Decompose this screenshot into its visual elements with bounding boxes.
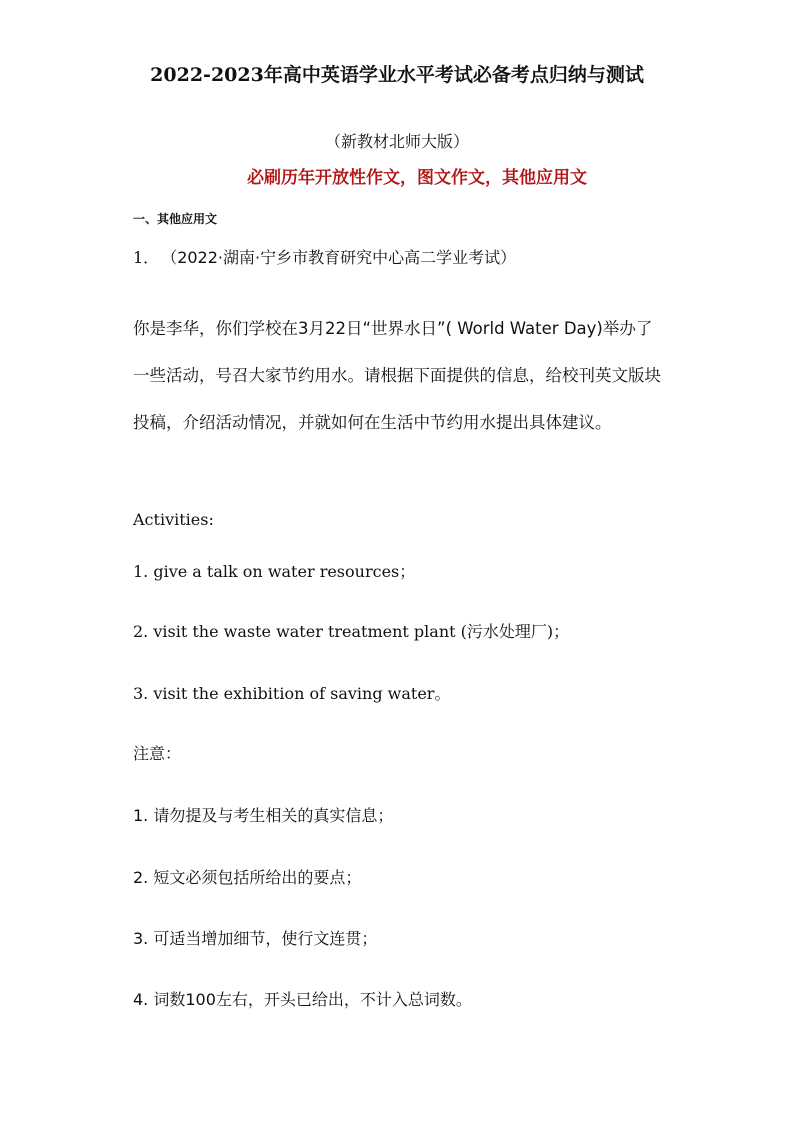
section-heading: 一、其他应用文 [133, 212, 218, 226]
question-header [133, 246, 516, 270]
document-title: 2022-2023年高中英语学业水平考试必备考点归纳与测试 [150, 64, 644, 86]
activity-item-2: 2. visit the waste water treatment plant (污水处理厂)； [133, 622, 570, 641]
activity-item-1: 1. give a talk on water resources； [133, 562, 416, 581]
note-item-2: 2. 短文必须包括所给出的要点； [133, 868, 362, 887]
question-number: 1． [133, 248, 160, 267]
notes-label: 注意： [133, 744, 182, 763]
practice-heading: 必刷历年开放性作文，图文作文，其他应用文 [247, 168, 587, 188]
note-item-1: 1. 请勿提及与考生相关的真实信息； [133, 806, 394, 825]
activities-label: Activities: [133, 510, 214, 529]
question-source: （2022·湖南·宁乡市教育研究中心高二学业考试） [169, 248, 517, 267]
writing-prompt: 你是李华，你们学校在3月22日“世界水日”( World Water Day)举办了一些活动，号召大家节约用水。请根据下面提供的信息，给校刊英文版块投稿，介绍活动情况，并就如何在生活中节约用水提出具体建议。 [133, 319, 661, 432]
note-item-4: 4. 词数100左右，开头已给出，不计入总词数。 [133, 990, 472, 1009]
document-subtitle: （新教材北师大版） [324, 132, 469, 151]
note-item-3: 3. 可适当增加细节，使行文连贯； [133, 929, 378, 948]
activity-item-3: 3. visit the exhibition of saving water。 [133, 684, 451, 703]
